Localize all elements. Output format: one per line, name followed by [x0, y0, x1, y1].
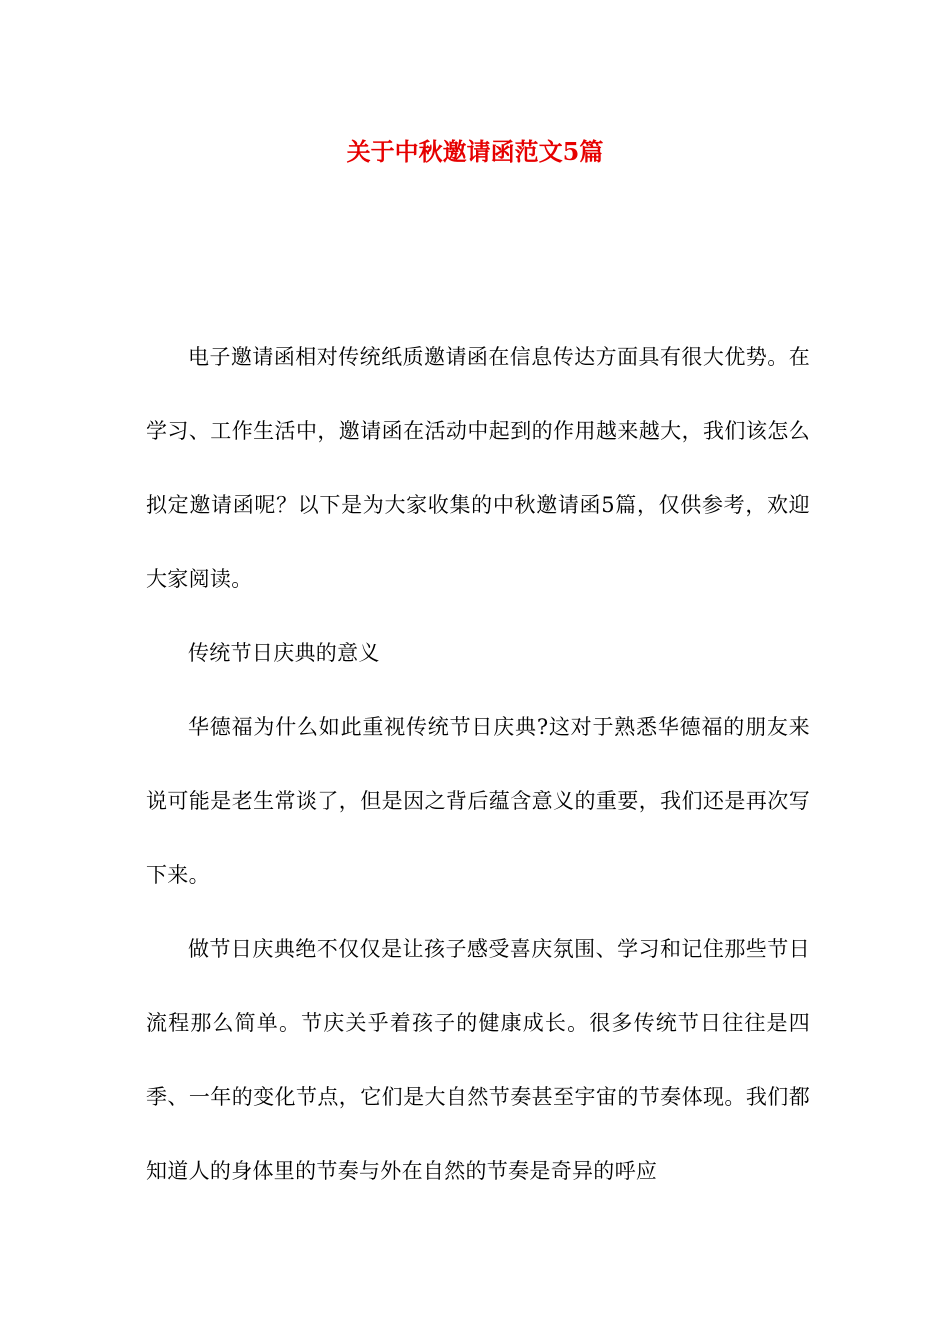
paragraph-intro: 电子邀请函相对传统纸质邀请函在信息传达方面具有很大优势。在学习、工作生活中，邀请函在活动中起到的作用越来越大，我们该怎么拟定邀请函呢？以下是为大家收集的中秋邀请函5篇，仅供参考，欢迎大家阅读。 — [146, 345, 810, 591]
document-body — [146, 320, 810, 1208]
document-title: 关于中秋邀请函范文5篇 — [346, 137, 604, 166]
paragraph-festival: 做节日庆典绝不仅仅是让孩子感受喜庆氛围、学习和记住那些节日流程那么简单。节庆关乎着孩子的健康成长。很多传统节日往往是四季、一年的变化节点，它们是大自然节奏甚至宇宙的节奏体现。我们都知道人的身体里的节奏与外在自然的节奏是奇异的呼应 — [146, 937, 810, 1183]
paragraph-subheading: 传统节日庆典的意义 — [188, 641, 380, 665]
paragraph-waldorf: 华德福为什么如此重视传统节日庆典?这对于熟悉华德福的朋友来说可能是老生常谈了，但是因之背后蕴含意义的重要，我们还是再次写下来。 — [146, 715, 810, 887]
